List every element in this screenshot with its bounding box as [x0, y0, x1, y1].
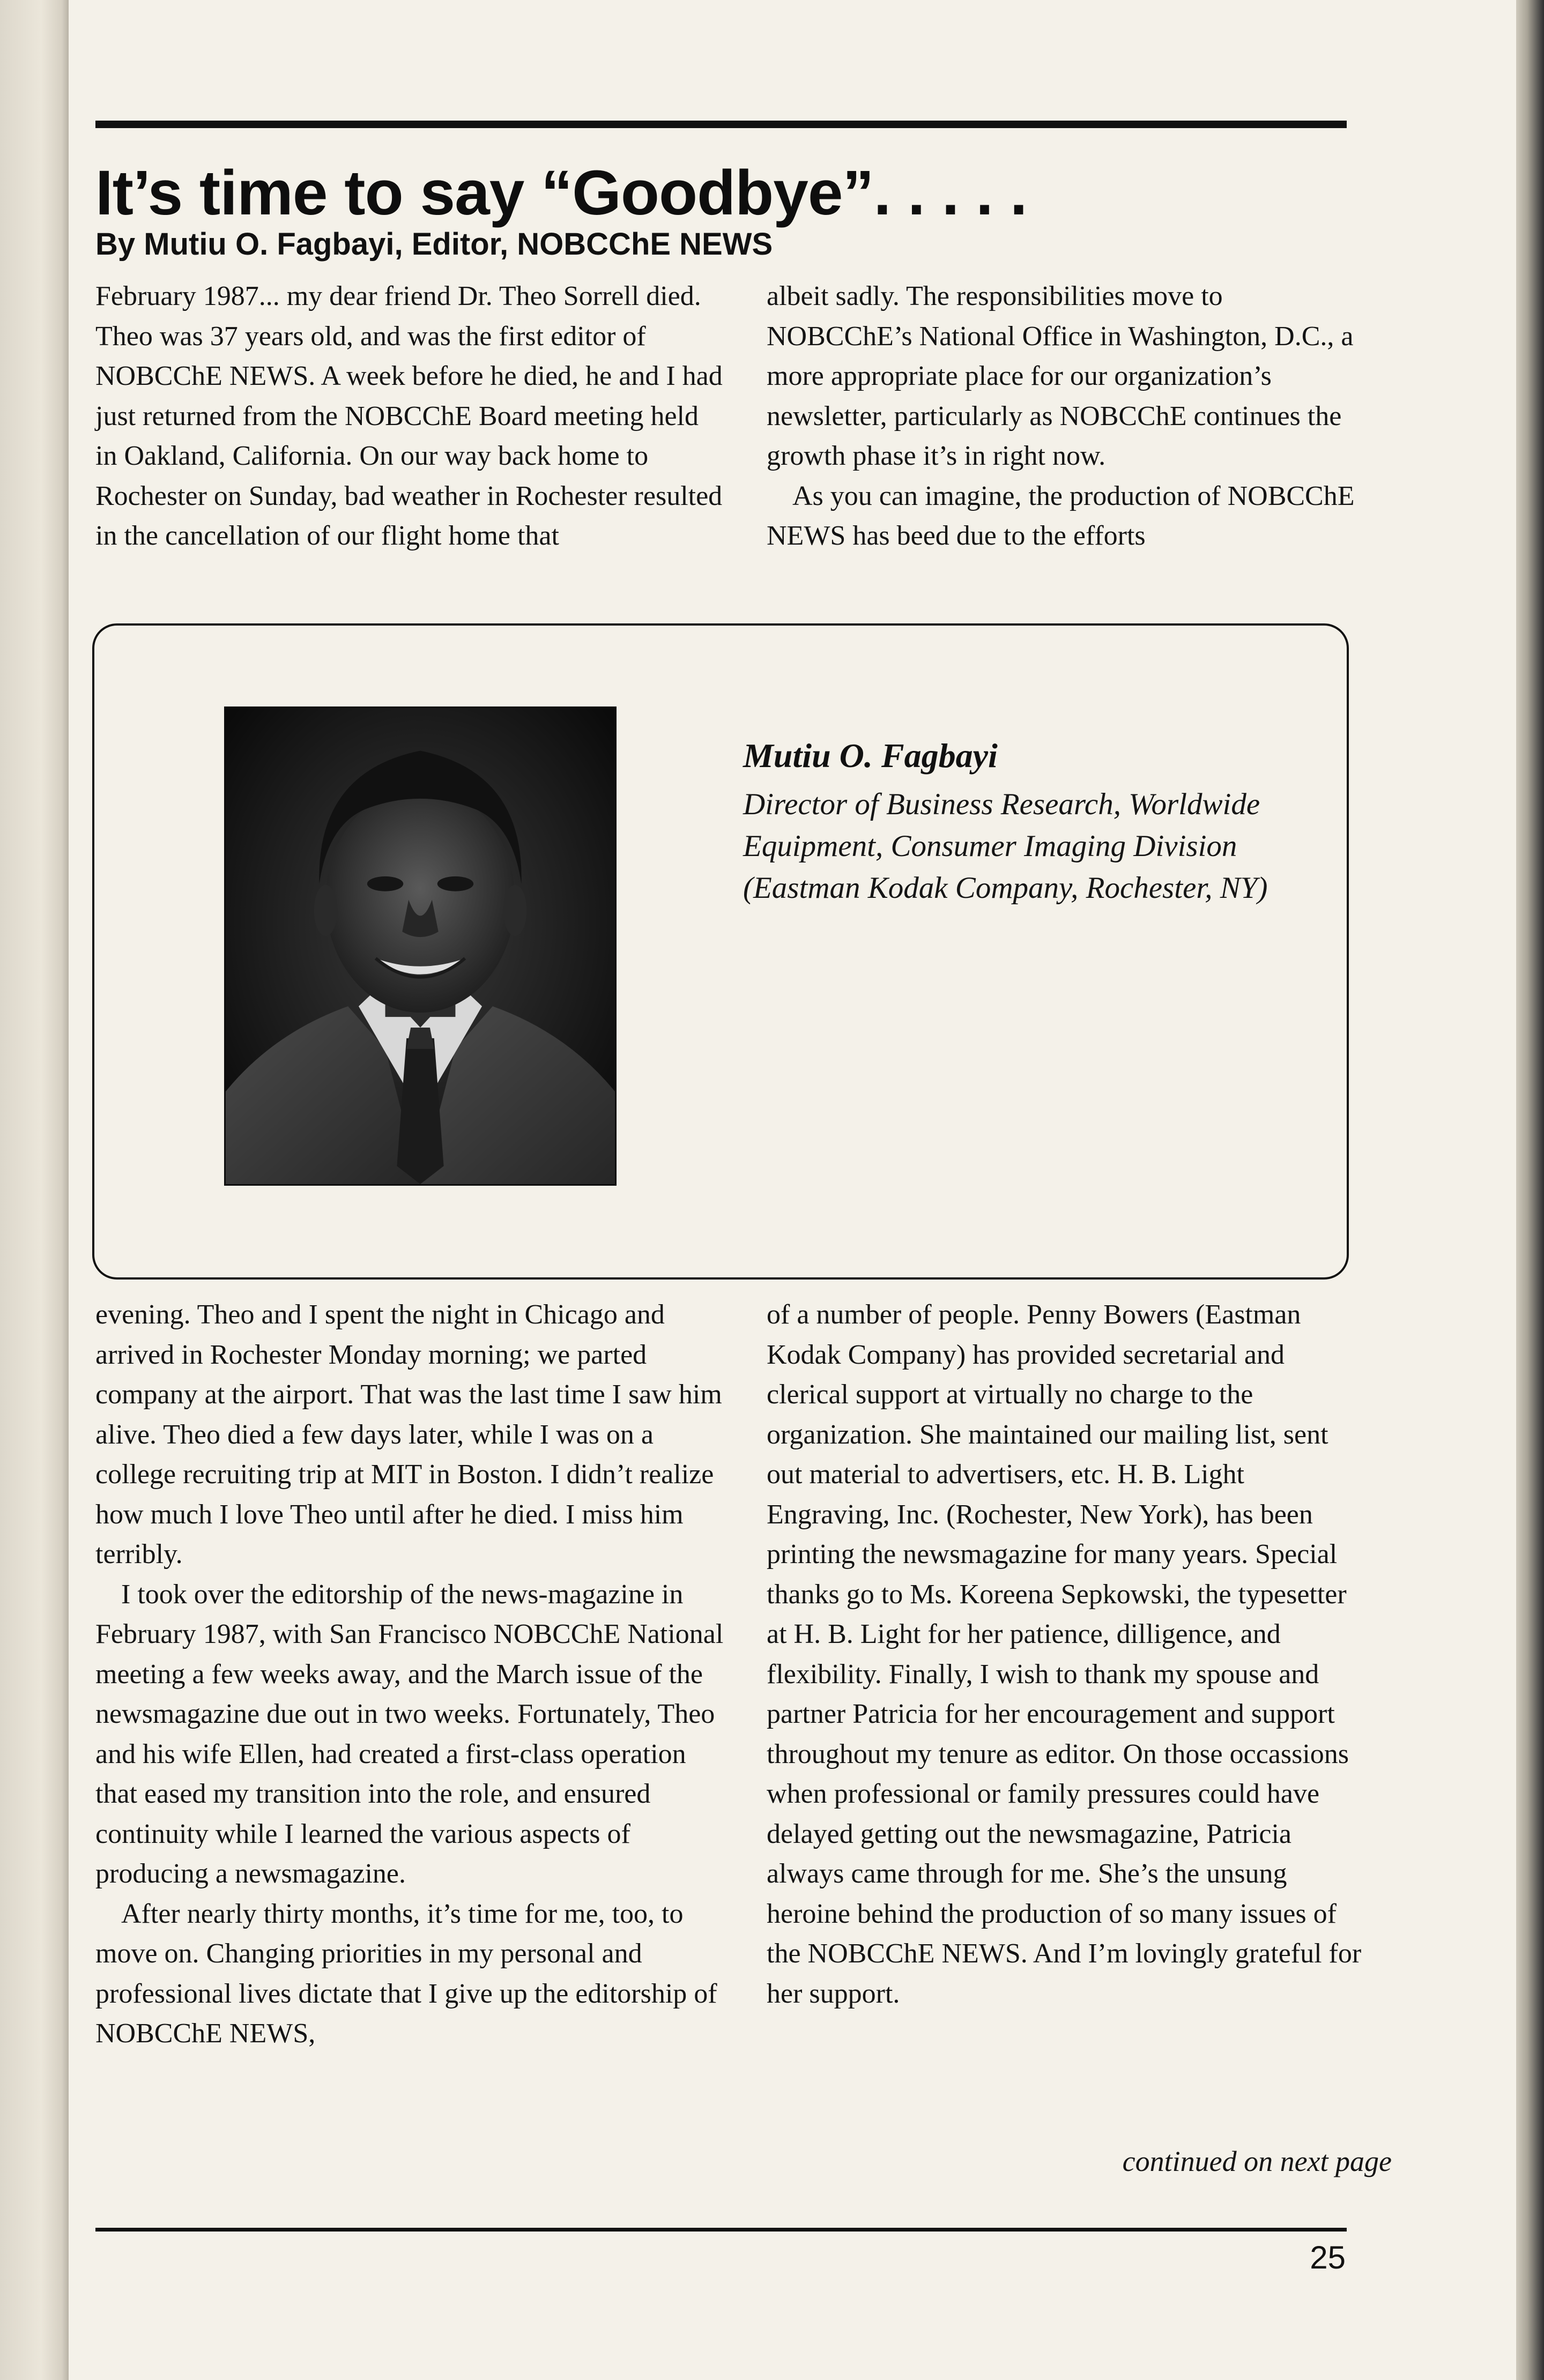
bottom-rule [95, 2228, 1347, 2232]
article-column-2 [767, 277, 1367, 556]
paragraph: evening. Theo and I spent the night in Chicago and arrived in Rochester Monday morning; we parted company at the airport. That was the last time I saw him alive. Theo died a few days later, while I was on a college recruiting trip at MIT in Boston. I didn’t realize how much I love Theo until after he died. I miss him terribly. [95, 1299, 722, 1570]
paragraph: albeit sadly. The responsibilities move to NOBCChE’s National Office in Washington, D.C., a more appropriate place for our organization’s newsletter, particularly as NOBCChE continues the growth phase it’s in right now. [767, 281, 1354, 471]
profile-name: Mutiu O. Fagbayi [743, 737, 998, 775]
article-column-1 [95, 277, 723, 556]
author-portrait-photo [224, 706, 617, 1186]
page-number: 25 [1310, 2240, 1346, 2275]
paragraph: of a number of people. Penny Bowers (Eastman Kodak Company) has provided secretarial and clerical support at virtually no charge to the organization. She maintained our mailing list, sent out material to advertisers, etc. H. B. Light Engraving, Inc. (Rochester, New York), has been printing the newsmagazine for many years. Special thanks go to Ms. Koreena Sepkowski, the typesetter at H. B. Light for her patience, dilligence, and flexibility. Finally, I wish to thank my spouse and partner Patricia for her encouragement and support throughout my tenure as editor. On those occassions when professional or family pressures could have delayed getting out the newsmagazine, Patricia always came through for me. She’s the unsung heroine behind the production of so many issues of the NOBCChE NEWS. And I’m lovingly grateful for her support. [767, 1299, 1362, 2009]
article-column-3 [95, 1295, 728, 2054]
profile-job-title: Director of Business Research, Worldwide Equipment, Consumer Imaging Division (Eastman Kodak Company, Rochester, NY) [743, 787, 1268, 905]
top-rule [95, 121, 1347, 128]
article-byline: By Mutiu O. Fagbayi, Editor, NOBCChE NEWS [95, 227, 773, 262]
scan-left-margin [0, 0, 69, 2380]
continued-note: continued on next page [1122, 2145, 1392, 2177]
paragraph: February 1987... my dear friend Dr. Theo Sorrell died. Theo was 37 years old, and was the first editor of NOBCChE NEWS. A week before he died, he and I had just returned from the NOBCChE Board meeting held in Oakland, California. On our way back home to Rochester on Sunday, bad weather in Rochester resulted in the cancellation of our flight home that [95, 281, 723, 551]
article-headline: It’s time to say “Goodbye”. . . . . [95, 158, 1027, 228]
paragraph: As you can imagine, the production of NOBCChE NEWS has beed due to the efforts [767, 480, 1355, 551]
scan-right-edge [1516, 0, 1544, 2380]
portrait-image [226, 708, 615, 1184]
paragraph: I took over the editorship of the news-magazine in February 1987, with San Francisco NOBCChE National meeting a few weeks away, and the March issue of the newsmagazine due out in two weeks. Fortunately, Theo and his wife Ellen, had created a first-class operation that eased my transition into the role, and ensured continuity while I learned the various aspects of producing a newsmagazine. [95, 1579, 724, 1889]
article-column-4 [767, 1295, 1367, 2014]
paragraph: After nearly thirty months, it’s time for me, too, to move on. Changing priorities in my personal and professional lives dictate that I give up the editorship of NOBCChE NEWS, [95, 1898, 717, 2049]
